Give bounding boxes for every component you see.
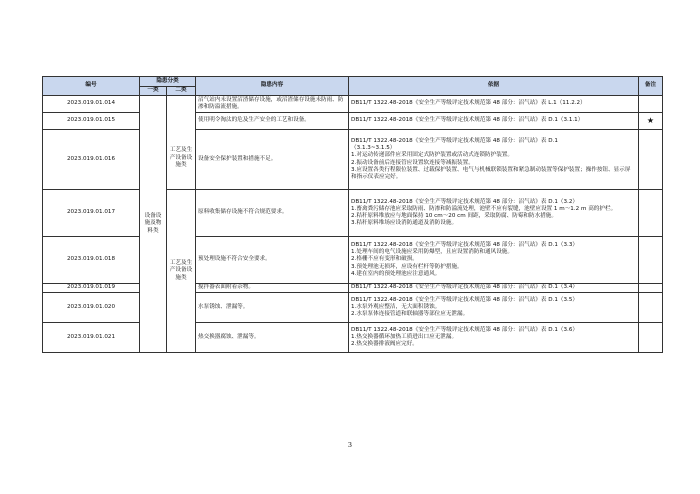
table-row [43,293,663,323]
table-row [43,96,663,113]
basis-line: DB11/T 1322.48-2018《安全生产等级评定技术规范第 48 部分：沼气站》表 D.1（3.3） [351,241,578,248]
row-basis [349,96,639,113]
basis-line: 1.畜禽粪污储存池应采取防雨、防渗和防溢流处理，池壁不应有裂缝，池壁应设置 1 m～1.2 m 高的护栏。 [351,205,617,212]
basis-line: 1.对运动传递部件应采用固定式防护装置或活动式连锁防护装置。 [351,152,513,159]
row-remark [639,284,663,293]
header-remark: 备注 [639,77,663,96]
basis-line: 1.处理车间的电气设施应采用防爆型，且应设置消防和通风设施。 [351,249,513,256]
basis-line: 3.应设置各类行程限位装置、过载保护装置、电气与机械联锁装置和紧急制动装置等保护装置；操作按钮、显示屏和指示仪表应完好。 [351,166,631,180]
category-2-cell [167,96,196,190]
row-remark [639,237,663,284]
basis-line: 2.水泵泵体连接管道和联轴器等部位应无泄漏。 [351,311,469,318]
row-content: 使用明令淘汰的危及生产安全的工艺和设备。 [196,113,349,130]
hazard-table [42,76,663,353]
basis-line: DB11/T 1322.48-2018《安全生产等级评定技术规范第 48 部分：沼气站》表 D.1 [351,137,558,144]
basis-line: DB11/T 1322.48-2018《安全生产等级评定技术规范第 48 部分：沼气站》表 D.1（3.5） [351,296,578,303]
basis-line: 1.热交换器循环加热工质进出口应无泄漏。 [351,333,458,340]
row-code: 2023.019.01.016 [43,130,140,190]
basis-line: DB11/T 1322.48-2018《安全生产等级评定技术规范第 48 部分：沼气站》表 D.1（3.4） [351,284,578,291]
row-code: 2023.019.01.017 [43,190,140,237]
header-code: 编号 [43,77,140,96]
table-row [43,113,663,130]
row-content: 原料收集储存设施不符合规范要求。 [196,190,349,237]
header-content: 隐患内容 [196,77,349,96]
category-2-label: 工艺及生产设备设施类 [169,260,193,281]
table-row [43,323,663,353]
row-basis [349,323,639,353]
row-code: 2023.019.01.019 [43,284,140,293]
row-remark [639,96,663,113]
basis-line: DB11/T 1322.48-2018《安全生产等级评定技术规范第 48 部分：沼气站》表 D.1（3.6） [351,326,578,333]
basis-line: DB11/T 1322.48-2018《安全生产等级评定技术规范第 48 部分：沼气站》表 D.1（3.1.1） [351,117,584,124]
row-content: 搅拌器表面附着杂物。 [196,284,349,293]
basis-line: 2.热交换器排液阀应完好。 [351,341,418,348]
row-basis [349,284,639,293]
basis-line: 2.振动设备前后连接管应设置软连接等减振装置。 [351,159,474,166]
row-remark [639,130,663,190]
basis-line: 2.格栅不应有变形和破损。 [351,256,418,263]
row-content: 设备安全保护装置和措施不足。 [196,130,349,190]
row-content: 水泵锈蚀、泄漏等。 [196,293,349,323]
row-code: 2023.019.01.014 [43,96,140,113]
row-content: 沼气站内未设置沼渣储存设施，或沼渣储存设施未防雨、防渗和防溢流措施。 [196,96,349,113]
table-row [43,190,663,237]
basis-line: 4.建在室内的预处理池应注意通风。 [351,270,441,277]
basis-line: 3.秸秆原料堆场应设消防通道及消防设施。 [351,220,458,227]
table-row [43,237,663,284]
row-content: 预处理设施不符合安全要求。 [196,237,349,284]
row-remark [639,190,663,237]
row-remark-star: ★ [639,113,663,130]
header-basis: 依据 [349,77,639,96]
row-basis [349,113,639,130]
row-code: 2023.019.01.021 [43,323,140,353]
header-category: 隐患分类 [140,77,196,87]
basis-line: DB11/T 1322.48-2018《安全生产等级评定技术规范第 48 部分：沼气站》表 D.1（3.2） [351,198,578,205]
row-remark [639,323,663,353]
row-content: 热交换器腐蚀、泄漏等。 [196,323,349,353]
table-row [43,284,663,293]
category-2-label: 工艺及生产设备设施类 [169,147,193,168]
category-2-cell [167,190,196,353]
row-basis [349,190,639,237]
basis-line: 1.水泵外观应整洁，无大面积锈蚀。 [351,303,441,310]
row-basis [349,237,639,284]
row-code: 2023.019.01.020 [43,293,140,323]
row-code: 2023.019.01.018 [43,237,140,284]
row-basis [349,293,639,323]
category-1-cell [140,96,167,353]
row-code: 2023.019.01.015 [43,113,140,130]
page-number: 3 [347,441,353,449]
category-1-label: 设备设施及物料类 [144,213,162,234]
header-cat2: 二类 [167,87,196,96]
basis-line: （3.1.3~3.1.5） [351,145,396,152]
header-cat1: 一类 [140,87,167,96]
table-row [43,130,663,190]
row-basis [349,130,639,190]
basis-line: DB11/T 1322.48-2018《安全生产等级评定技术规范第 48 部分：沼气站》表 L.1（11.2.2） [351,100,586,107]
basis-line: 3.预处理池无损坏，应设有栏杆等防护措施。 [351,263,463,270]
row-remark [639,293,663,323]
basis-line: 2.秸秆原料堆放应与地面保持 10 cm～20 cm 间距，采取防腐、防霉和防水措施。 [351,213,557,219]
hazard-table-container [42,76,662,353]
